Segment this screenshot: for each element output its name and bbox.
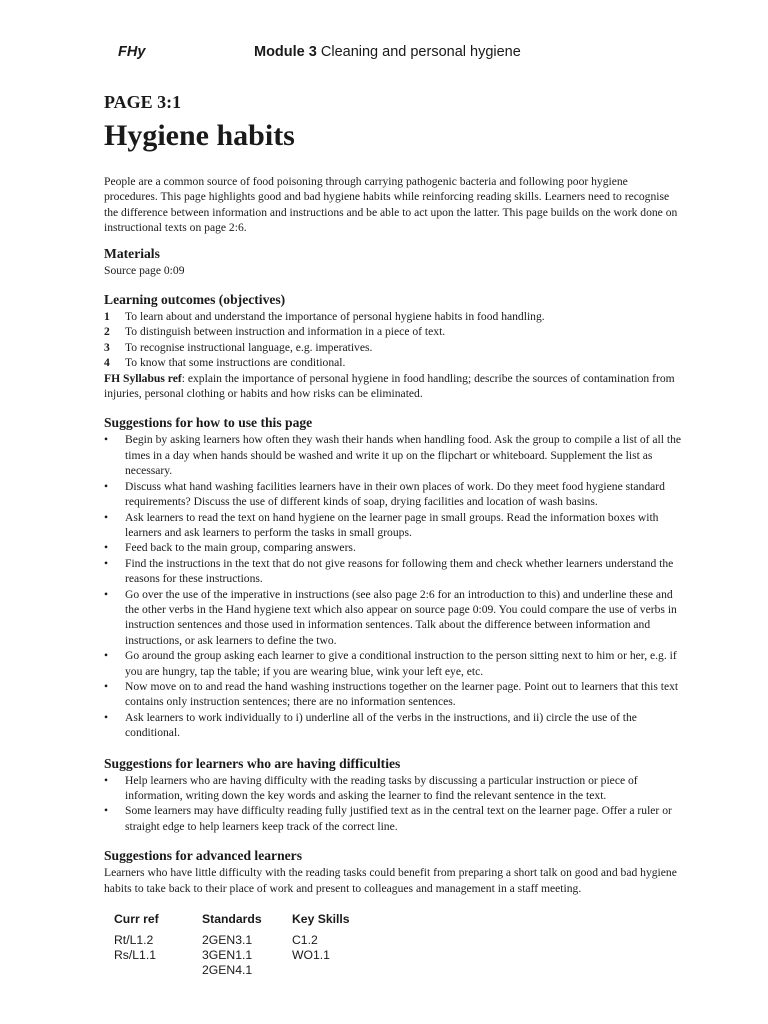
key-skills-value: C1.2 bbox=[292, 933, 318, 948]
suggestion-item: • Go over the use of the imperative in instructions (see also page 2:6 for an introduction to this) and underline these and the other verbs in the Hand hygiene text which also appear on source page 0:09. You could compare the use of verbs in instruction sentences and those used in information sentences. Talk about the difference between information and instructions, or ask learners to define the two. bbox=[104, 587, 684, 649]
suggestion-item: • Now move on to and read the hand washing instructions together on the learner page. Point out to learners that this text contains only instruction sentences; there are no information sentences. bbox=[104, 679, 684, 710]
outcome-item bbox=[104, 309, 684, 324]
advanced-section bbox=[104, 847, 684, 896]
suggestions-heading: Suggestions for how to use this page bbox=[104, 415, 313, 431]
suggestion-item: • Go around the group asking each learner to give a conditional instruction to the person sitting next to him or her, e.g. if you are hungry, tap the table; if you are wearing blue, wink your left eye, etc. bbox=[104, 648, 684, 679]
suggestion-item: • Begin by asking learners how often they wash their hands when handling food. Ask the group to compile a list of all the times in a day when hands should be washed and write it up on the flipchart or whiteboard. Supplement the list as necessary. bbox=[104, 432, 684, 478]
syllabus-label: FH Syllabus ref bbox=[104, 371, 182, 385]
module-title: Cleaning and personal hygiene bbox=[320, 44, 521, 60]
outcome-number: 4 bbox=[104, 356, 110, 370]
page-header bbox=[0, 44, 768, 66]
page-label: PAGE 3:1 bbox=[104, 92, 182, 112]
page-title: Hygiene habits bbox=[104, 119, 295, 152]
outcome-item bbox=[104, 355, 684, 370]
reference-table bbox=[114, 912, 372, 978]
suggestion-item: • Ask learners to read the text on hand hygiene on the learner page in small groups. Read the information boxes with learners and ask learners to perform the tasks in small groups. bbox=[104, 510, 684, 541]
advanced-heading: Suggestions for advanced learners bbox=[104, 848, 302, 864]
outcome-text: To know that some instructions are conditional. bbox=[125, 356, 346, 370]
standards-cell bbox=[202, 933, 292, 978]
outcome-text: To recognise instructional language, e.g. imperatives. bbox=[125, 340, 373, 354]
suggestions-list bbox=[104, 432, 684, 740]
outcomes-list bbox=[104, 309, 684, 371]
outcome-number: 3 bbox=[104, 340, 110, 354]
reference-row bbox=[114, 933, 372, 978]
module-heading bbox=[254, 44, 521, 60]
advanced-text: Learners who have little difficulty with the reading tasks could benefit from preparing a short talk on good and bad hygiene habits to take back to their place of work and present to colleagues and management in a staff meeting. bbox=[104, 866, 677, 895]
key-skills-value: WO1.1 bbox=[292, 948, 330, 963]
suggestion-item: • Feed back to the main group, comparing answers. bbox=[104, 540, 684, 555]
reference-header-row bbox=[114, 912, 372, 933]
suggestion-item: • Find the instructions in the text that do not give reasons for following them and check whether learners understand the reasons for these instructions. bbox=[104, 556, 684, 587]
intro-paragraph: People are a common source of food poisoning through carrying pathogenic bacteria and following poor hygiene procedures. This page highlights good and bad hygiene habits while reinforcing reading skills. Learners need to recognise the difference between information and instructions and be able to act upon the latter. This page builds on the work done on instructional texts on page 2:6. bbox=[104, 175, 678, 235]
syllabus-ref bbox=[104, 371, 684, 402]
difficulties-list bbox=[104, 773, 684, 835]
standards-value: 2GEN3.1 bbox=[202, 933, 253, 948]
standards-value: 3GEN1.1 bbox=[202, 948, 253, 963]
suggestion-item: • Ask learners to work individually to i) underline all of the verbs in the instructions, and ii) circle the use of the conditional. bbox=[104, 710, 684, 741]
difficulties-heading: Suggestions for learners who are having difficulties bbox=[104, 755, 401, 771]
curr-ref-cell bbox=[114, 933, 202, 978]
outcome-text: To distinguish between instruction and information in a piece of text. bbox=[125, 325, 446, 339]
outcomes-heading: Learning outcomes (objectives) bbox=[104, 292, 286, 308]
suggestion-item: • Discuss what hand washing facilities learners have in their own places of work. Do they meet food hygiene standard requirements? Discuss the use of different kinds of soap, drying facilities and location of wash basins. bbox=[104, 479, 684, 510]
difficulty-item: • Help learners who are having difficulty with the reading tasks by discussing a particular instruction or piece of information, writing down the key words and asking the learner to find the relevant sentence in the text. bbox=[104, 773, 684, 804]
syllabus-text: : explain the importance of personal hygiene in food handling; describe the sources of contamination from injuries, personal clothing or habits and how risks can be eliminated. bbox=[104, 371, 675, 401]
key-skills-cell bbox=[292, 933, 372, 978]
module-number: Module 3 bbox=[254, 44, 317, 60]
difficulties-section bbox=[104, 755, 684, 835]
outcome-number: 1 bbox=[104, 310, 110, 324]
materials-section bbox=[104, 245, 684, 278]
standards-header: Standards bbox=[202, 912, 262, 927]
key-skills-header: Key Skills bbox=[292, 912, 350, 927]
difficulty-item: • Some learners may have difficulty reading fully justified text as in the central text on the learner page. Offer a ruler or straight edge to help learners keep track of the correct line. bbox=[104, 803, 684, 834]
outcome-item bbox=[104, 324, 684, 339]
page-content bbox=[104, 90, 684, 978]
outcomes-section bbox=[104, 291, 684, 401]
outcome-item bbox=[104, 340, 684, 355]
curr-ref-value: Rs/L1.1 bbox=[114, 948, 157, 963]
materials-heading: Materials bbox=[104, 245, 160, 261]
suggestions-section bbox=[104, 414, 684, 740]
brand-label: FHy bbox=[118, 44, 146, 60]
standards-value: 2GEN4.1 bbox=[202, 963, 253, 978]
materials-text: Source page 0:09 bbox=[104, 263, 185, 277]
curr-ref-header: Curr ref bbox=[114, 912, 159, 927]
curr-ref-value: Rt/L1.2 bbox=[114, 933, 154, 948]
outcome-text: To learn about and understand the importance of personal hygiene habits in food handling. bbox=[125, 310, 545, 324]
outcome-number: 2 bbox=[104, 325, 110, 339]
